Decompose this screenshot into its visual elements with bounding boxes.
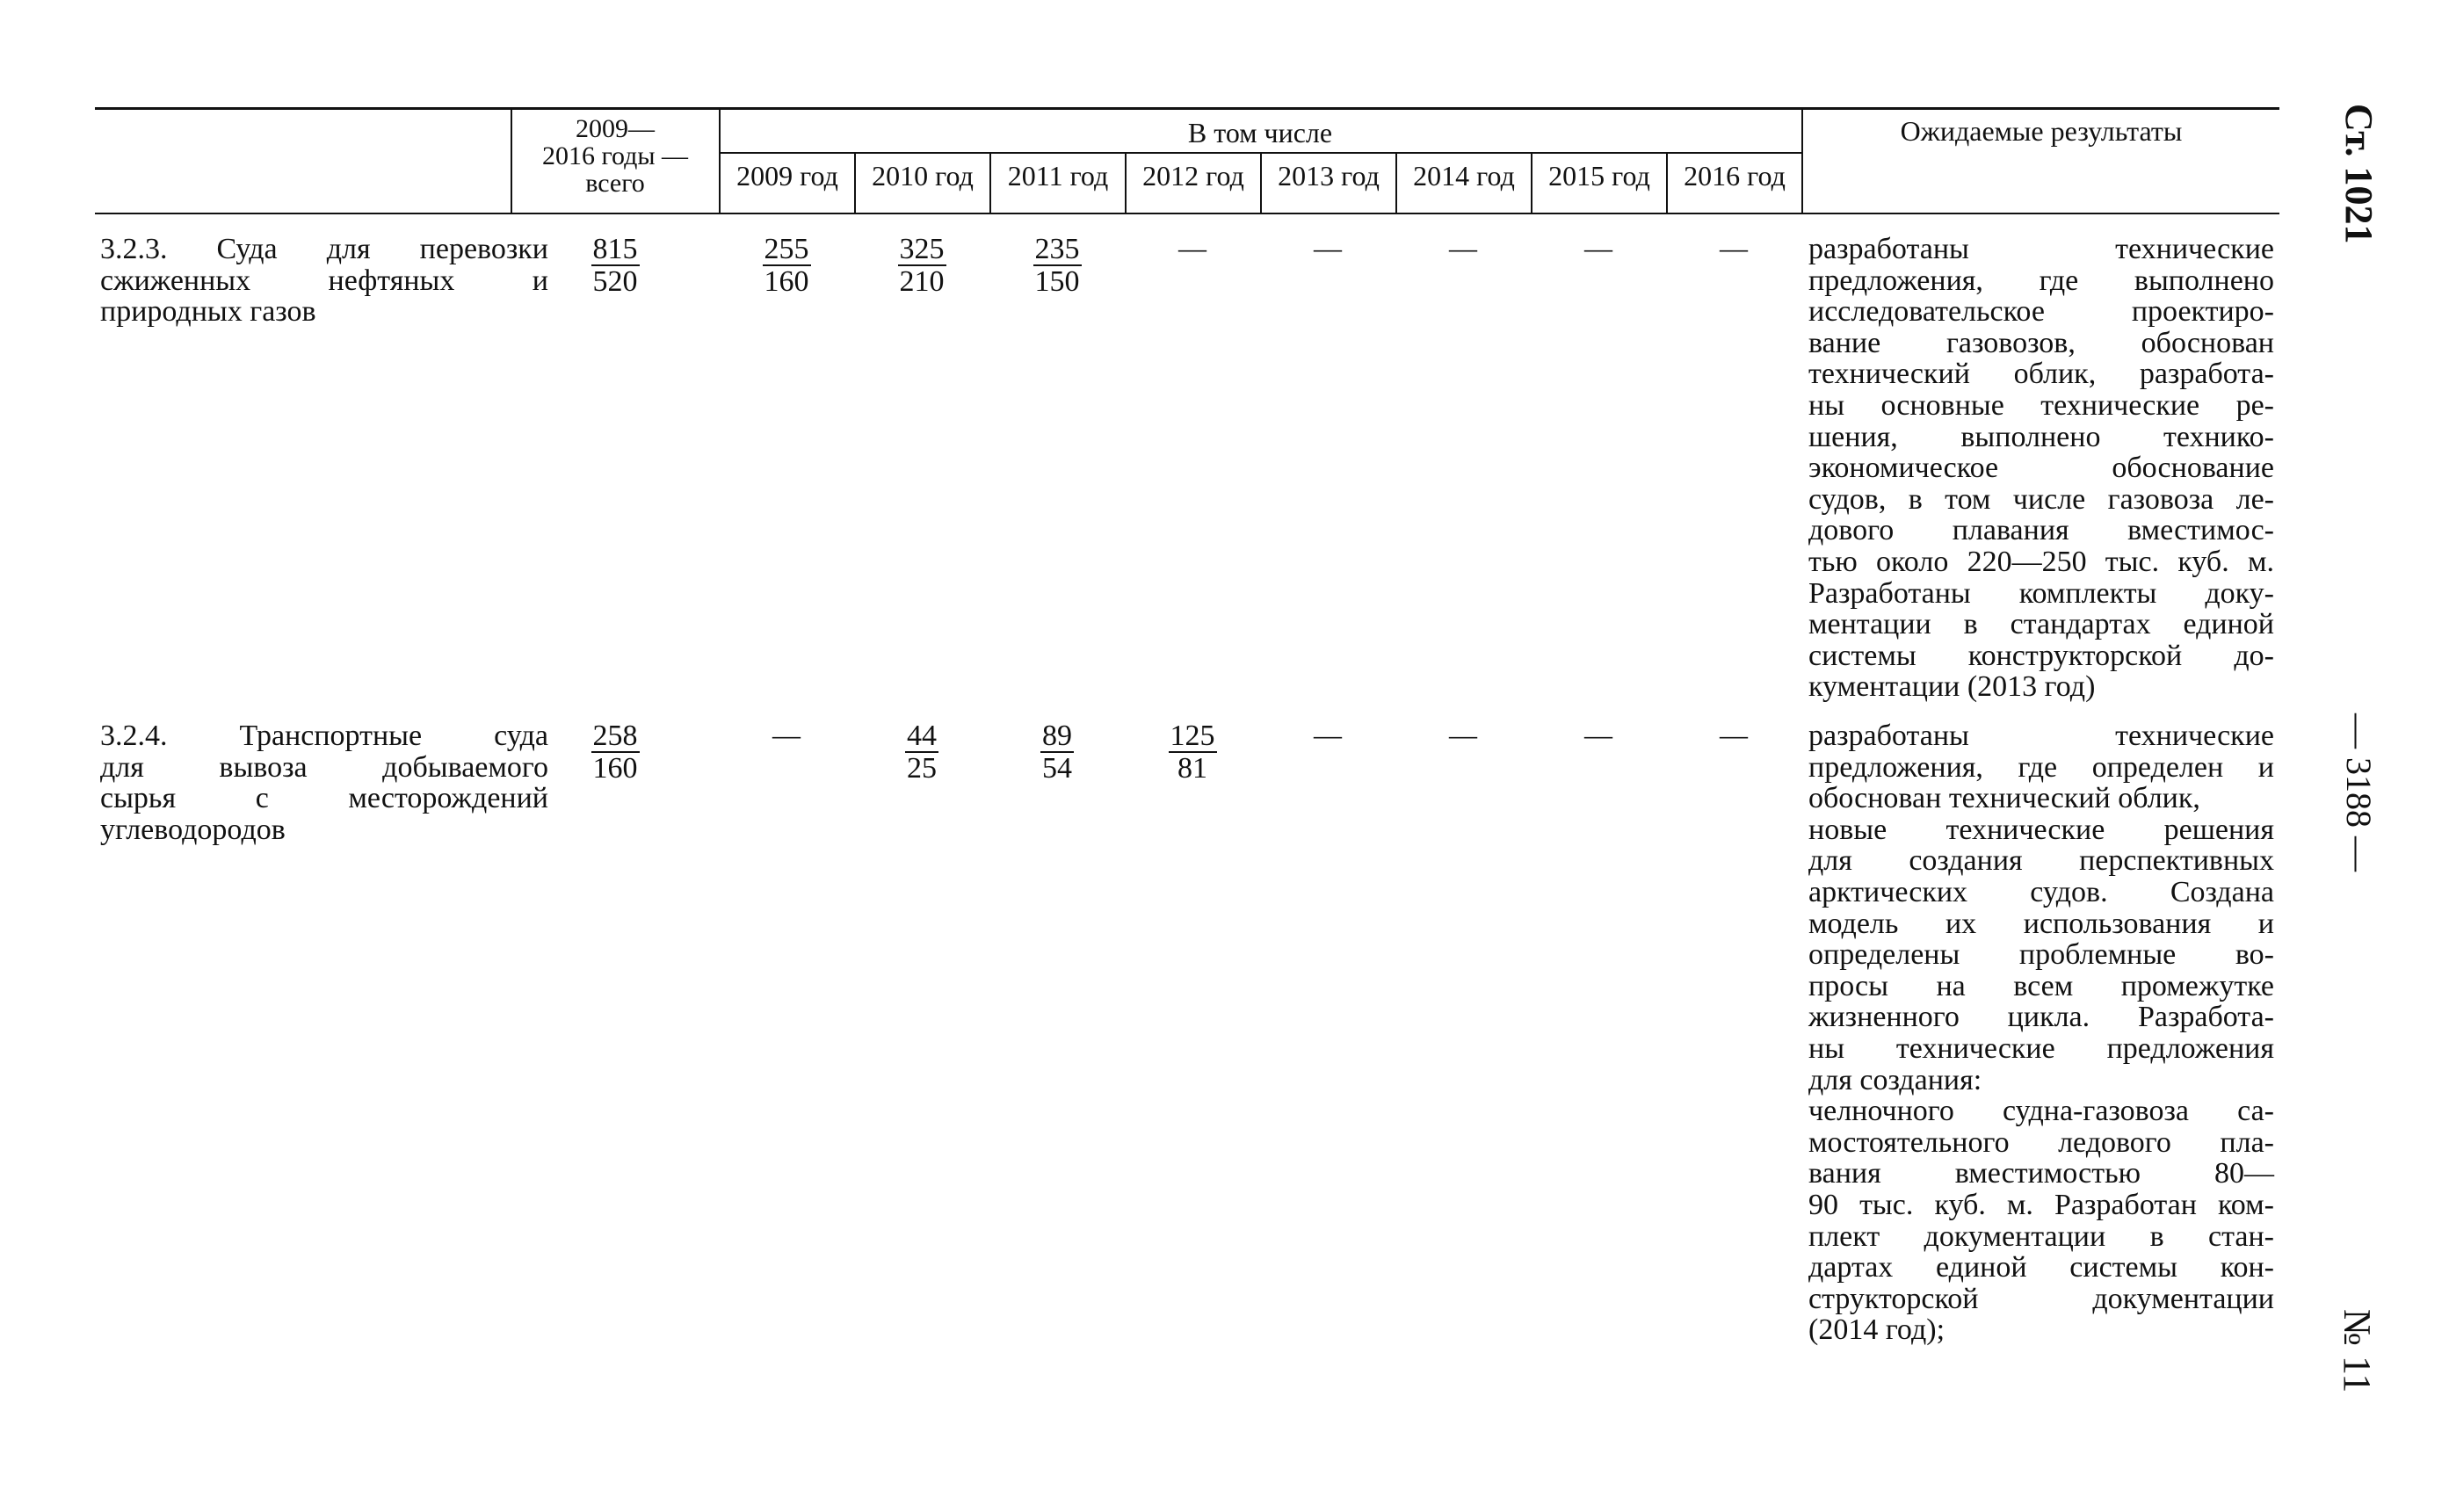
result-line: жизненного цикла. Разработа- [1808,1001,2274,1034]
issue-number: № 11 [2336,1309,2379,1393]
header-including: В том числе [1187,117,1333,148]
result-line: модель их использования и [1808,907,2274,940]
result-line: системы конструкторской до- [1808,639,2274,672]
fraction-denominator: 210 [899,265,945,298]
result-line: ментации в стандартах единой [1808,608,2274,641]
row1-2012: — [1178,232,1206,264]
row-name-line: сырья с месторождений [100,782,548,814]
fraction-numerator: 258 [592,720,638,752]
row1-2011 [996,234,1119,297]
fraction-denominator: 520 [592,265,638,298]
header-total-line: всего [585,169,645,198]
row2-2011 [996,720,1119,784]
header-results: Ожидаемые результаты [1900,115,2183,147]
row-name-line: природных газов [100,295,316,328]
row1-2009 [725,234,848,297]
result-line: вания вместимостью 80— [1808,1157,2274,1190]
row2-2009: — [772,719,801,750]
result-line: предложения, где выполнено [1808,264,2274,297]
row-name-line: для вывоза добываемого [100,750,548,784]
result-line: судов, в том числе газовоза ле- [1808,482,2274,516]
fraction-numerator: 255 [764,233,809,265]
result-line: арктических судов. Создана [1808,875,2274,908]
result-line: разработаны технические [1808,233,2274,265]
result-line: тью около 220—250 тыс. куб. м. [1808,545,2274,578]
fraction-denominator: 54 [1042,752,1072,785]
row1-2015: — [1584,232,1612,264]
fraction-denominator: 25 [907,752,937,785]
result-line: экономическое обоснование [1808,452,2274,485]
row2-2016: — [1720,719,1748,750]
result-line: плект документации в стан- [1808,1219,2274,1253]
row1-2013: — [1314,232,1342,264]
result-line: обоснован технический облик, [1808,782,2200,815]
header-year-2014: 2014 год [1413,160,1515,192]
header-year-2012: 2012 год [1142,160,1244,192]
header-year-2013: 2013 год [1278,160,1380,192]
result-line: дового плавания вместимос- [1808,514,2274,547]
result-line: ны технические предложения [1808,1031,2274,1065]
row-name-line: сжиженных нефтяных и [100,264,548,297]
header-year-2011: 2011 год [1007,160,1109,192]
fraction-numerator: 325 [899,233,945,265]
row2-2015: — [1584,719,1612,750]
header-year-2009: 2009 год [736,160,838,192]
fraction-denominator: 160 [592,752,638,785]
result-line: просы на всем промежутке [1808,969,2274,1002]
result-line: вание газовозов, обоснован [1808,326,2274,359]
header-total-line: 2009— [576,114,655,143]
result-line: структорской документации [1808,1282,2274,1315]
row2-total [554,720,677,784]
header-year-2015: 2015 год [1548,160,1650,192]
result-line: технический облик, разработа- [1808,358,2274,391]
header-total-line: 2016 годы — [541,141,689,170]
fraction-numerator: 125 [1170,720,1215,752]
header-bottom-rule [95,213,2279,214]
row1-2010 [860,234,983,297]
article-number: Ст. 1021 [2337,104,2380,244]
row-name-3-2-4 [100,720,548,845]
row1-2014: — [1449,232,1477,264]
result-line: предложения, где определен и [1808,750,2274,784]
result-line: мостоятельного ледового пла- [1808,1125,2274,1159]
fraction-denominator: 150 [1034,265,1080,298]
row1-total [554,234,677,297]
fraction-denominator: 160 [764,265,809,298]
result-line: определены проблемные во- [1808,938,2274,972]
fraction-numerator: 89 [1042,720,1072,752]
result-line: разработаны технические [1808,720,2274,752]
row-name-line: углеводородов [100,813,286,846]
row-name-line: 3.2.4. Транспортные суда [100,720,548,752]
result-line: шения, выполнено технико- [1808,420,2274,453]
row2-2014: — [1449,719,1477,750]
result-line: 90 тыс. куб. м. Разработан ком- [1808,1188,2274,1221]
row2-2013: — [1314,719,1342,750]
fraction-numerator: 815 [592,233,638,265]
fraction-numerator: 235 [1034,233,1080,265]
fraction-denominator: 81 [1177,752,1207,785]
table-top-rule [95,107,2279,110]
result-line: для создания: [1808,1063,1982,1096]
row2-2012 [1131,720,1254,784]
result-line: ны основные технические ре- [1808,388,2274,422]
row1-result [1808,234,2274,703]
row-name-line: 3.2.3. Суда для перевозки [100,233,548,265]
row-name-3-2-3 [100,234,548,328]
row1-2016: — [1720,232,1748,264]
result-line: Разработаны комплекты доку- [1808,576,2274,610]
header-year-2016: 2016 год [1684,160,1786,192]
row2-2010 [860,720,983,784]
header-total-column [511,115,719,197]
result-line: (2014 год); [1808,1313,1945,1347]
page-number: — 3188 — [2339,713,2379,872]
row2-result [1808,720,2274,1346]
result-line: дартах единой системы кон- [1808,1251,2274,1284]
result-line: новые технические решения [1808,813,2274,846]
header-year-2010: 2010 год [872,160,974,192]
result-line: для создания перспективных [1808,844,2274,878]
result-line: кументации (2013 год) [1808,670,2096,704]
fraction-numerator: 44 [907,720,937,752]
result-line: челночного судна-газовоза са- [1808,1095,2274,1128]
result-line: исследовательское проектиро- [1808,295,2274,329]
